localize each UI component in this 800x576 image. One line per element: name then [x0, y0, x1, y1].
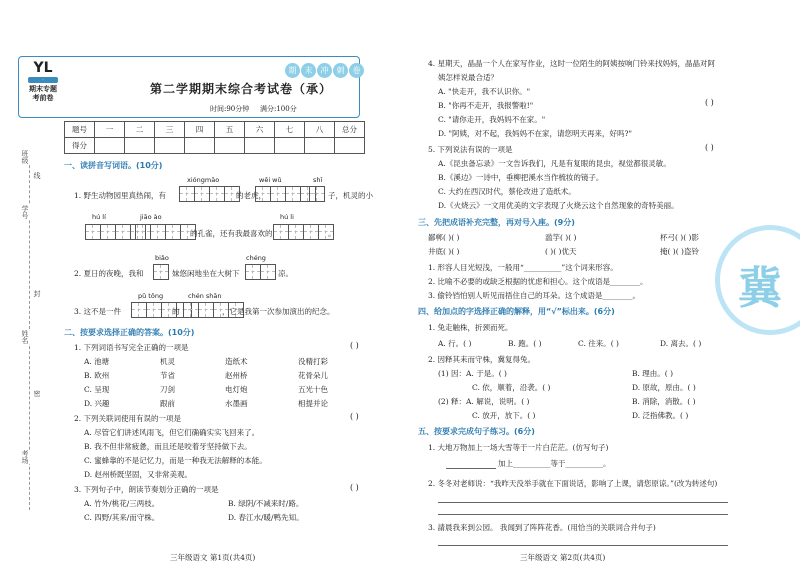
pinyin: chéng: [246, 254, 266, 262]
writing-grid[interactable]: [274, 224, 334, 240]
text: ，它是我第一次参加演出的纪念。: [222, 307, 335, 316]
score-input[interactable]: [335, 138, 365, 154]
writing-grid[interactable]: [246, 264, 276, 280]
option[interactable]: C. 依，顺着，沿袭。( ): [472, 383, 551, 392]
idiom-question: 1. 形容人目光短浅，一般用“__________”这个词来形容。: [428, 263, 618, 272]
option: 电灯炮: [225, 385, 248, 394]
question-2-5: 5. 下列说法有误的一项是: [428, 145, 513, 154]
score-row-values: [65, 138, 365, 154]
writing-grid[interactable]: [154, 264, 169, 280]
answer-paren[interactable]: ( ): [350, 483, 359, 492]
option: 没精打彩: [298, 357, 328, 366]
score-input[interactable]: [305, 138, 335, 154]
question-2-4-cont: 姨怎样说最合适？: [438, 73, 498, 82]
option: B. 欧州: [84, 371, 110, 380]
option: 刀剑: [160, 385, 175, 394]
circle-char: 卷: [349, 63, 364, 78]
stamp-char: 冀: [738, 263, 782, 314]
text: 的老虎，: [236, 191, 266, 200]
option[interactable]: D. 离去。( ): [660, 339, 702, 348]
section-2-title: 二、按要求选择正确的答案。(10分): [64, 328, 195, 337]
fill-template: 加上__________等于__________。: [498, 459, 611, 468]
question-5-1: 1. 大地万物加上一场大雪等于一片白茫茫。(仿写句子): [428, 443, 609, 452]
pinyin: hú li: [280, 213, 294, 221]
option[interactable]: C. 放开，放下。( ): [472, 411, 536, 420]
logo-sub2: 考前卷: [32, 93, 54, 102]
score-input[interactable]: [125, 138, 155, 154]
score-input[interactable]: [155, 138, 185, 154]
idiom[interactable]: 掩( )( )盗铃: [660, 247, 699, 256]
question-2-1: 1. 下列词语书写完全正确的一项是: [74, 343, 189, 352]
circle-char: 期: [285, 63, 300, 78]
option: 五光十色: [298, 385, 328, 394]
option: A. "快走开，我不认识你。": [438, 87, 531, 96]
binding-label-class: 班级: [21, 150, 29, 164]
binding-label-id: 学号: [21, 205, 29, 219]
answer-line[interactable]: [446, 468, 496, 469]
score-table: [64, 121, 365, 154]
idiom-question: 3. 偷铃铛怕别人听见而捂住自己的耳朵。这个成语是________。: [428, 291, 641, 300]
pinyin: jiāo ào: [140, 213, 162, 221]
option: B. "你再不走开，我报警啦!": [438, 101, 534, 110]
option[interactable]: (1) 因：A. 于是。( ): [438, 369, 507, 378]
option: A. 竹外/桃花/三两枝。: [84, 499, 160, 508]
text: 的: [172, 307, 180, 316]
pinyin: shī: [313, 176, 323, 184]
text: 凉。: [278, 269, 293, 278]
option[interactable]: B. 理由。( ): [632, 369, 674, 378]
option: C. 蜜蜂靠的不是记忆力，而是一种我无法解释的本能。: [84, 456, 267, 465]
score-input[interactable]: [185, 138, 215, 154]
question-2-2: 2. 下列关联词使用有误的一项是: [74, 414, 182, 423]
idiom-question: 2. 比喻不必要的或缺乏根据的忧虑和担心。这个成语是________。: [428, 277, 648, 286]
score-cell: 题号: [65, 122, 95, 138]
binding-mark-line: 线: [33, 172, 41, 179]
binding-strip: [18, 150, 41, 510]
option[interactable]: (2) 释：A. 解说，说明。( ): [438, 397, 530, 406]
question-5-3: 3. 請晨我来到公园。 我闻到了阵阵花香。(用恰当的关联词合并句子): [428, 523, 656, 532]
section-1-title: 一、读拼音写词语。(10分): [64, 161, 163, 170]
binding-mark-seal: 封: [33, 290, 41, 297]
option: D. "阿姨，对不起，我妈妈不在家，请您明天再来，好吗?": [438, 129, 632, 138]
logo-text: YL: [33, 60, 53, 76]
logo-sub1: 期末专题: [29, 84, 57, 93]
question-1-1: 1. 野生动物园里真热闹，有: [74, 191, 167, 200]
score-input[interactable]: [245, 138, 275, 154]
option: C. 呈现: [84, 385, 110, 394]
header-circles: [285, 58, 365, 78]
score-cell: 二: [125, 122, 155, 138]
option[interactable]: D. 泛指佛教。( ): [632, 411, 689, 420]
score-cell: 总分: [335, 122, 365, 138]
text: 妹悠闲地坐在大树下: [172, 269, 240, 278]
logo: [22, 60, 64, 112]
score-input[interactable]: [275, 138, 305, 154]
option: 节省: [160, 371, 175, 380]
option: D. 春江水/暖/鸭先知。: [228, 513, 304, 522]
score-cell: 得分: [65, 138, 95, 154]
binding-mark-close: 密: [33, 390, 41, 397]
idiom[interactable]: 滥竽( )( ): [545, 233, 577, 242]
question-4-1: 1. 兔走触株，折颈而死。: [428, 323, 513, 332]
pinyin: chén shān: [188, 292, 222, 300]
option: 相提并论: [298, 399, 328, 408]
score-cell: 一: [95, 122, 125, 138]
option[interactable]: B. 跑。( ): [508, 339, 542, 348]
writing-grid[interactable]: [256, 186, 316, 202]
idiom[interactable]: 鄙郸( )( ): [428, 233, 460, 242]
exam-time: 时间:90分钟: [210, 105, 250, 113]
score-cell: 七: [275, 122, 305, 138]
section-5-title: 五、按要求完成句子练习。(6分): [418, 427, 535, 436]
question-4-2: 2. 因释其耒而守株，冀复得兔。: [428, 355, 536, 364]
option: 赵州桥: [225, 371, 248, 380]
option: D. 赵州桥既坚固，又非常美观。: [84, 470, 193, 479]
score-row-header: [65, 122, 365, 138]
option: A. 尽管它们讲述风雨飞，但它们确确实实飞回来了。: [84, 428, 260, 437]
circle-char: 冲: [317, 63, 332, 78]
binding-label-room: 考场: [21, 450, 29, 464]
option: C. 大约在西汉时代，蔡伦改进了造纸术。: [438, 187, 576, 196]
text: 。: [328, 229, 336, 238]
option: D.《火烧云》一文用优美的文字表现了火烧云这个自然现象的奇特美丽。: [438, 201, 679, 210]
page-footer-right: 三年级语文 第2页(共4页): [520, 553, 606, 562]
pinyin: biǎo: [155, 254, 169, 262]
question-1-3: 3. 这不是一件: [74, 307, 122, 316]
idiom[interactable]: 杯弓( )( )影: [660, 233, 699, 242]
option[interactable]: C. 往来。( ): [578, 339, 619, 348]
answer-line[interactable]: [438, 514, 728, 515]
answer-line[interactable]: [438, 502, 728, 503]
score-cell: 五: [215, 122, 245, 138]
option: A. 池塘: [84, 357, 110, 366]
edition-stamp: [715, 225, 800, 335]
option: 花骨朵儿: [298, 371, 328, 380]
circle-char: 末: [301, 63, 316, 78]
option: 水墨画: [225, 399, 248, 408]
pinyin: xióngmāo: [187, 176, 220, 184]
score-cell: 八: [305, 122, 335, 138]
idiom[interactable]: 井底( )( ): [428, 247, 460, 256]
option: B. 我不但非常疲惫，而且还是咬着牙坚持做下去。: [84, 442, 252, 451]
section-3-title: 三、先把成语补充完整，再对号入座。(9分): [418, 218, 575, 227]
option: 造纸术: [225, 357, 248, 366]
option: D. 兴趣: [84, 399, 110, 408]
writing-grid[interactable]: [310, 186, 325, 202]
logo-tag: ·: [28, 77, 58, 83]
circle-char: 刺: [333, 63, 348, 78]
writing-grid[interactable]: [136, 224, 196, 240]
option: B. 绿阴/不减来时/路。: [228, 499, 304, 508]
answer-paren[interactable]: ( ): [705, 98, 714, 107]
binding-label-name: 姓名: [21, 330, 29, 344]
option: 跟前: [160, 399, 175, 408]
score-cell: 三: [155, 122, 185, 138]
option: 机灵: [160, 357, 175, 366]
question-5-2: 2. 冬冬对老师说：“我昨天没举手就在下面说话，影响了上课，请您原谅。”(改为转述句): [428, 479, 718, 488]
option: C. "请你走开，我妈妈不在家。": [438, 115, 546, 124]
option[interactable]: A. 行。( ): [438, 339, 472, 348]
pinyin: wěi wǔ: [259, 176, 282, 184]
score-cell: 六: [245, 122, 275, 138]
text: 的孔雀，还有我最喜欢的: [190, 229, 273, 238]
exam-score: 满分:100分: [260, 105, 297, 113]
answer-paren[interactable]: ( ): [350, 341, 359, 350]
pinyin: pǔ tōng: [138, 292, 164, 300]
writing-grid[interactable]: [180, 186, 240, 202]
option[interactable]: D. 原故，原由。( ): [632, 383, 696, 392]
question-2-3: 3. 下列句子中，朗读节奏划分正确的一项是: [74, 485, 219, 494]
score-cell: 四: [185, 122, 215, 138]
answer-line[interactable]: [438, 545, 728, 546]
option: C. 四野/其来/而守株。: [84, 513, 160, 522]
question-2-4: 4. 星期天，晶晶一个人在家写作业，这时一位陌生的阿姨按响门铃来找妈妈，晶晶对阿: [428, 59, 716, 68]
idiom[interactable]: ( )( )优天: [545, 247, 577, 256]
pinyin: hú lí: [92, 213, 106, 221]
score-input[interactable]: [215, 138, 245, 154]
option: A.《昆虫备忘录》一文告诉我们，凡是有复眼的昆虫，视觉都很灵敏。: [438, 159, 671, 168]
score-input[interactable]: [95, 138, 125, 154]
page-footer-left: 三年级语文 第1页(共4页): [170, 553, 256, 562]
option[interactable]: B. 消除，消散。( ): [632, 397, 696, 406]
section-4-title: 四、给加点的字选择正确的解释，用“√”标出来。(6分): [418, 307, 615, 316]
answer-paren[interactable]: ( ): [705, 143, 714, 152]
question-1-2: 2. 夏日的夜晚，我和: [74, 269, 144, 278]
option: B.《溪边》一诗中，垂柳把溪水当作梳妆的镜子。: [438, 173, 604, 182]
exam-title: 第二学期期末综合考试卷（承）: [150, 82, 333, 96]
text: 子，机灵的小: [328, 191, 373, 200]
answer-paren[interactable]: ( ): [350, 412, 359, 421]
